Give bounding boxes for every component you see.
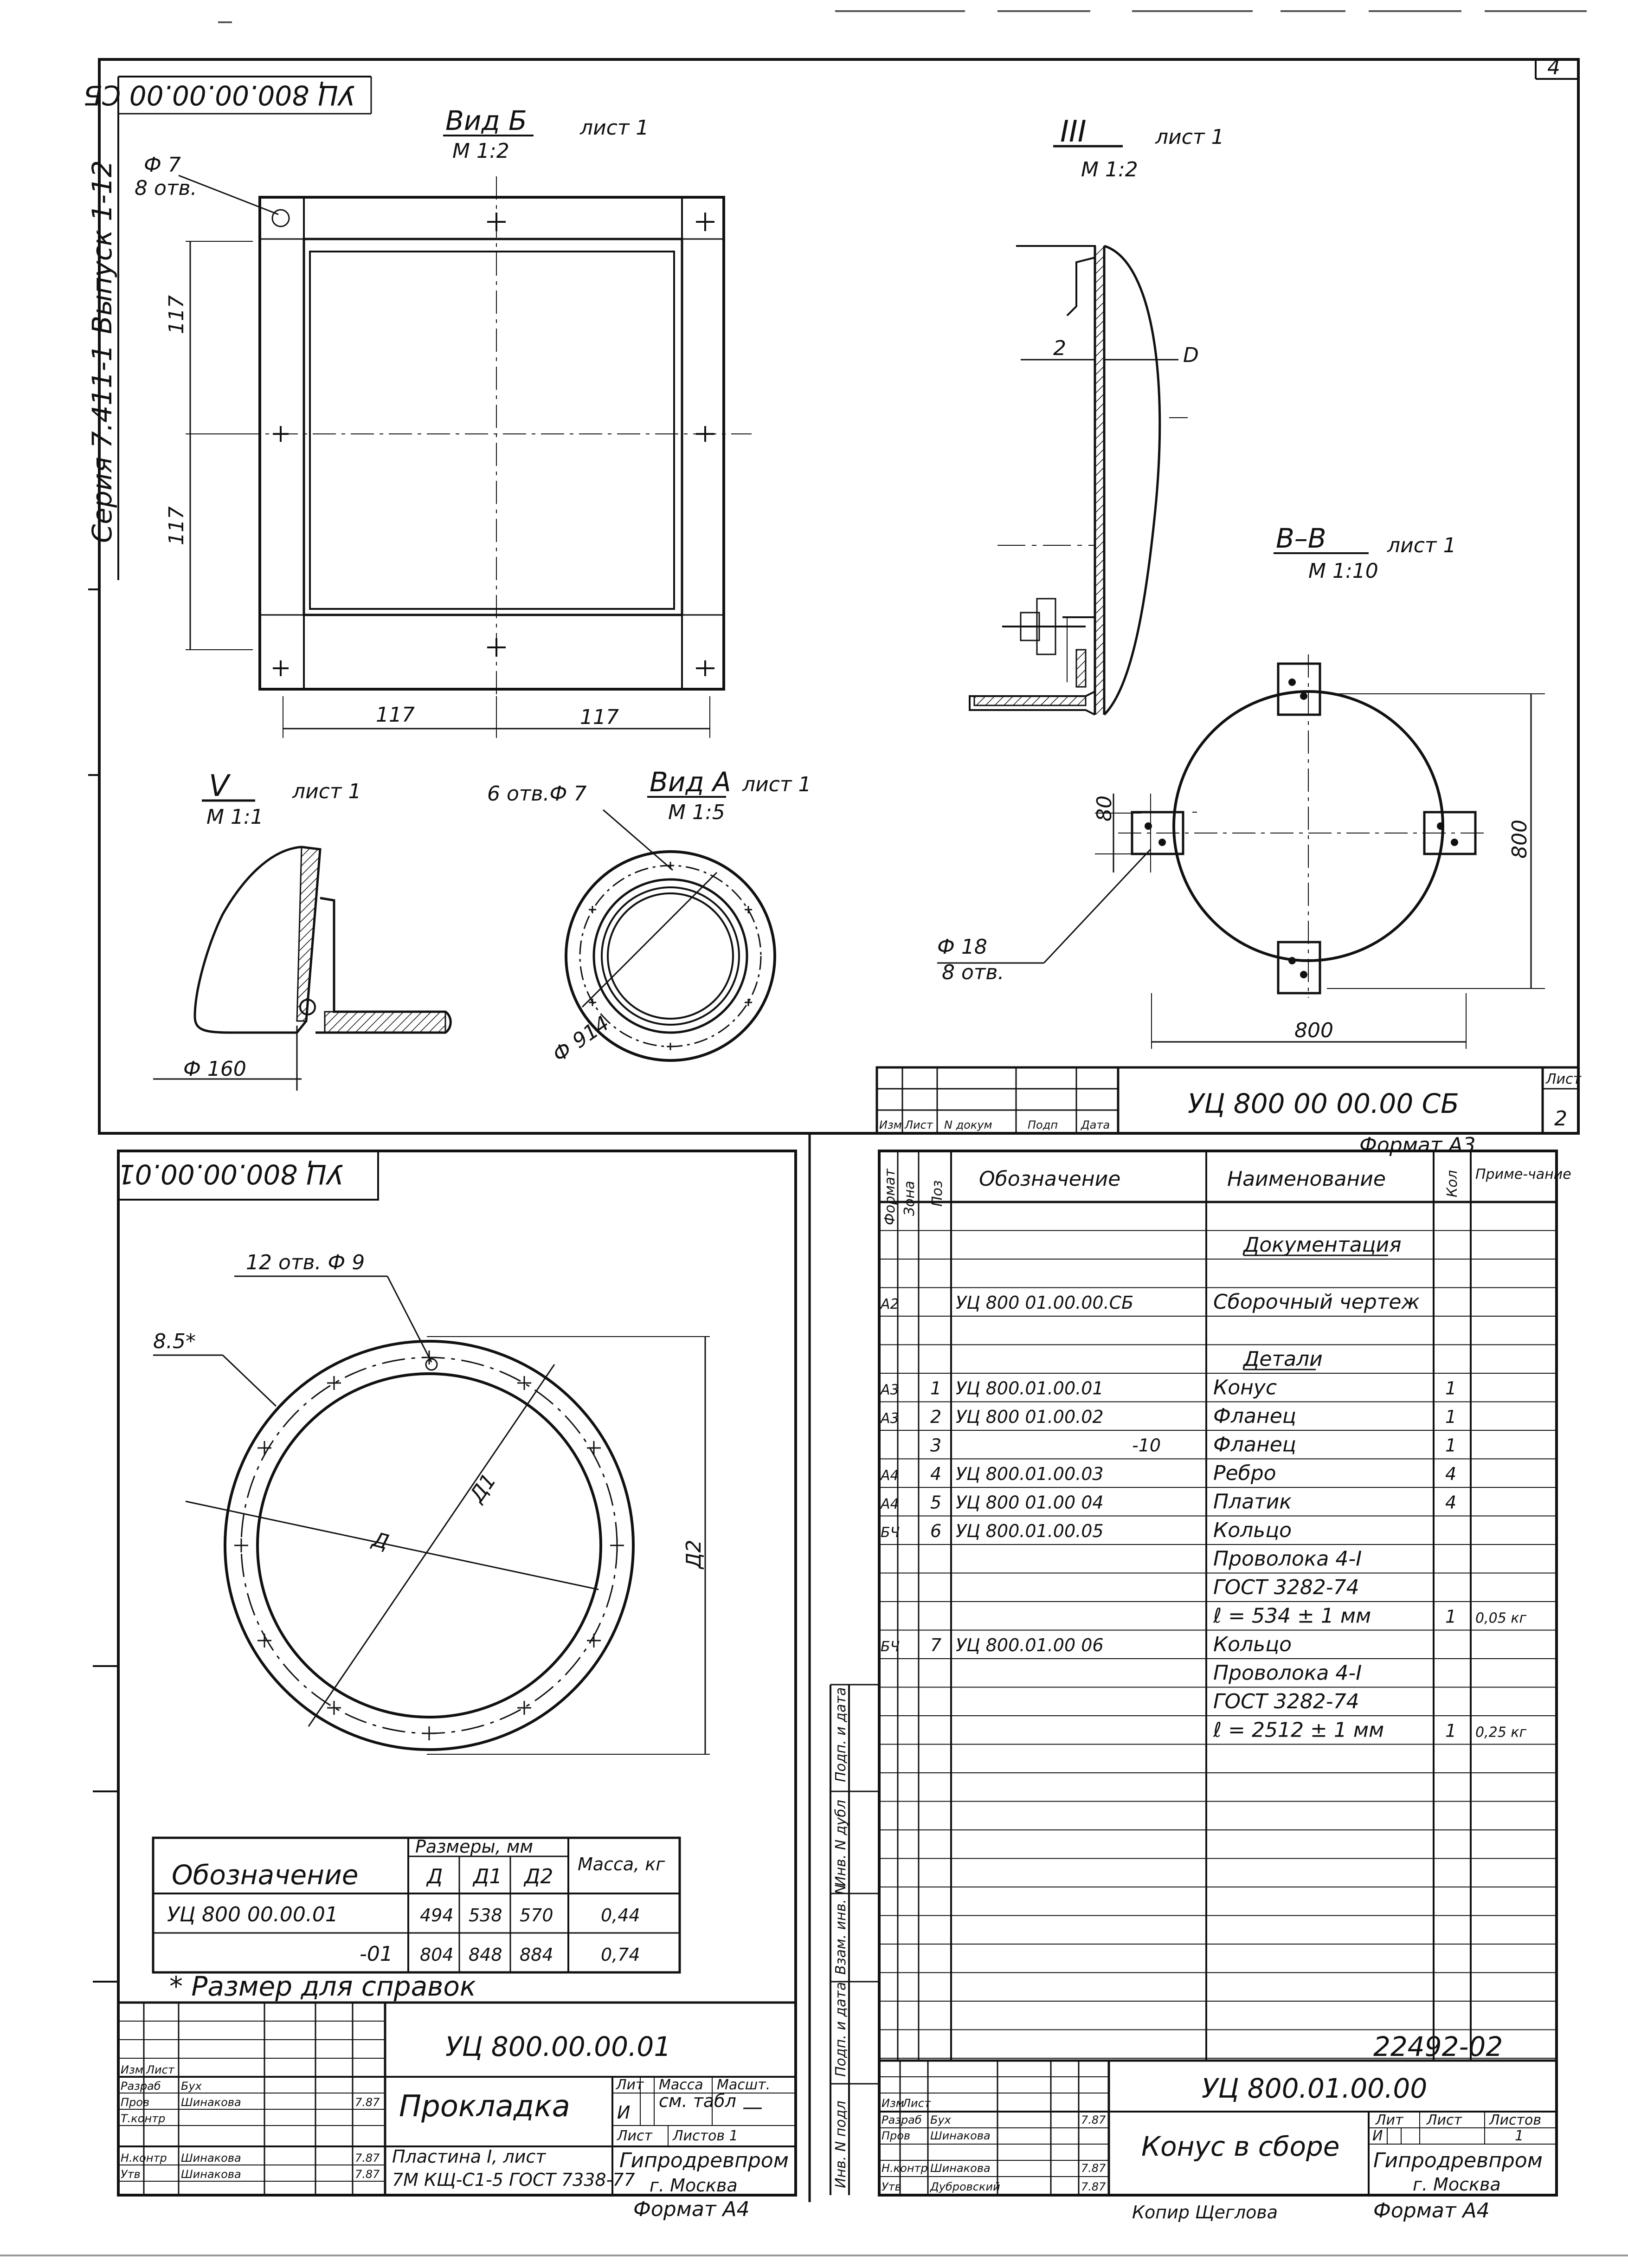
tb-left-person: Шинакова	[181, 2096, 241, 2109]
dim-d1-label: Д1	[465, 1469, 501, 1507]
size-table-row	[360, 1942, 640, 1966]
size-row-1-d1: 848	[469, 1945, 502, 1965]
view-b-flange	[179, 175, 752, 738]
mirrored-stamp-top: УЦ 800.00.00.00 СБ	[84, 79, 355, 111]
spec-cell-name: Детали	[1243, 1347, 1323, 1371]
spec-cell-qty: 1	[1445, 1606, 1457, 1627]
spec-cell-format: А4	[881, 1467, 899, 1484]
view-a-holes	[589, 862, 752, 1050]
holes-6-note: 6 отв.Ф 7	[487, 782, 587, 806]
archive-number: 22492-02	[1373, 2031, 1503, 2062]
size-table-d2-head: Д2	[524, 1865, 553, 1888]
dim-117-lower: 117	[165, 506, 188, 545]
spec-cell-qty: 1	[1445, 1720, 1457, 1741]
tb-left-mass: см. табл	[659, 2091, 736, 2111]
scan-edge-marks	[218, 11, 1587, 22]
tb-col-data: Дата	[1081, 1118, 1110, 1131]
spec-cell-pos: 1	[930, 1378, 942, 1399]
tb-left-role: Н.контр	[121, 2152, 167, 2165]
tb-col-ndoc: N докум	[944, 1118, 992, 1131]
spec-head-zone: Зона	[901, 1181, 918, 1216]
tb-left-person: Бух	[181, 2080, 202, 2093]
mirrored-stamp-left: УЦ 800.00.00.01	[117, 1158, 343, 1190]
tb-right-role: Разраб	[882, 2113, 922, 2126]
size-row-1-d: 804	[420, 1945, 454, 1965]
spec-cell-designation: УЦ 800 01.00.00.СБ	[956, 1292, 1134, 1313]
view-v-sheet: лист 1	[292, 780, 361, 803]
spec-cell-name: ℓ = 2512 ± 1 мм	[1213, 1718, 1384, 1742]
tb-right-lit: И	[1372, 2128, 1383, 2144]
copied-by: Копир Щеглова	[1132, 2202, 1278, 2223]
dim-800-vertical: 800	[1508, 820, 1531, 859]
spec-cell-name: ГОСТ 3282-74	[1213, 1690, 1359, 1713]
view-b-crosses	[273, 213, 714, 676]
spec-head-pos: Поз	[929, 1180, 946, 1207]
tb-right-person: Шинакова	[930, 2162, 991, 2175]
size-row-0-d: 494	[420, 1905, 454, 1926]
tb-right-lit-head: Лит	[1376, 2112, 1403, 2128]
view-iii-scale: М 1:2	[1081, 158, 1138, 181]
tb-left-role: Разраб	[121, 2080, 161, 2093]
spec-cell-designation: УЦ 800.01.00.03	[956, 1464, 1104, 1484]
top-sheet	[88, 59, 1578, 1133]
tb-left-role: Т.контр	[121, 2112, 166, 2125]
tb-left-org-2: г. Москва	[650, 2175, 738, 2196]
spec-cell-pos: 3	[930, 1435, 942, 1456]
tb-left-role: Утв	[121, 2168, 141, 2181]
tb-left-date: 7.87	[355, 2152, 380, 2165]
dim-800-horizontal: 800	[1294, 1019, 1333, 1042]
spec-cell-designation: УЦ 800 01.00.02	[956, 1407, 1104, 1427]
series-label: Серия 7.411-1	[86, 344, 118, 543]
section-bb-scale: М 1:10	[1308, 559, 1378, 583]
tb-left-person: Шинакова	[181, 2168, 241, 2181]
size-table-d1-head: Д1	[473, 1865, 502, 1888]
tb-left-material-1: Пластина I, лист	[392, 2146, 546, 2167]
tb-left-role: Пров	[121, 2096, 150, 2109]
format-a4-right: Формат А4	[1373, 2199, 1490, 2223]
spec-cell-format: А3	[881, 1382, 899, 1398]
side-label: Инв. N дубл	[833, 1800, 849, 1887]
spec-cell-format: А2	[881, 1296, 899, 1312]
section-bb-label: В–В	[1276, 523, 1326, 554]
side-label: Инв. N подл	[833, 2100, 849, 2188]
spec-cell-format: БЧ	[881, 1639, 900, 1655]
view-a-label: Вид А	[650, 766, 731, 798]
tb-col-izm: Изм	[879, 1118, 902, 1131]
view-iii-sheet: лист 1	[1155, 125, 1224, 149]
tb-right-date: 7.87	[1081, 2113, 1106, 2126]
dim-d: D	[1183, 343, 1199, 367]
spec-cell-name: Проволока 4-I	[1213, 1547, 1362, 1571]
tb-left-person: Шинакова	[181, 2152, 241, 2165]
gasket-holes	[234, 1350, 624, 1740]
side-label: Подп. и дата	[833, 1687, 849, 1782]
tb-right-role: Утв	[882, 2180, 901, 2193]
dim-914: Ф 914	[548, 1011, 614, 1067]
spec-cell-designation: -10	[1132, 1435, 1161, 1456]
tb-left-role: Изм	[121, 2063, 143, 2076]
spec-cell-pos: 5	[930, 1492, 942, 1513]
tb-right-person: Бух	[930, 2113, 951, 2126]
view-b-scale: М 1:2	[452, 139, 509, 163]
size-row-0-d2: 570	[520, 1905, 553, 1926]
tb-left-name: Прокладка	[399, 2089, 570, 2124]
tb-left-sheets-head: Листов 1	[673, 2128, 738, 2144]
spec-cell-note: 0,05 кг	[1475, 1610, 1527, 1627]
gasket-hole-marked	[426, 1359, 437, 1370]
spec-cell-format: А3	[881, 1410, 899, 1427]
view-v-label: V	[209, 769, 229, 803]
holes-12-note: 12 отв. Ф 9	[246, 1251, 365, 1274]
tb-left-scale: —	[742, 2095, 763, 2119]
spec-head-name: Наименование	[1227, 1167, 1386, 1191]
hole-count-note: 8 отв.	[135, 176, 197, 200]
size-row-0-designation: УЦ 800 00.00.01	[167, 1903, 338, 1926]
tb-right-role: Изм	[882, 2097, 904, 2110]
page-number: 4	[1547, 56, 1560, 79]
format-a3: Формат А3	[1359, 1133, 1476, 1157]
tb-left-mass-head: Масса	[659, 2077, 703, 2093]
tb-left-document: УЦ 800.00.00.01	[445, 2031, 671, 2062]
spec-cell-name: Фланец	[1213, 1433, 1296, 1457]
tb-right-org-2: г. Москва	[1413, 2174, 1501, 2195]
tb-left-lit-head: Лит	[616, 2077, 644, 2093]
tb-left-org-1: Гипродревпром	[619, 2149, 789, 2172]
section-bb-sheet: лист 1	[1387, 534, 1456, 557]
hole18-count: 8 отв.	[942, 961, 1004, 984]
spec-cell-qty: 1	[1445, 1378, 1457, 1399]
tb-top-sheet: 2	[1554, 1107, 1567, 1131]
dim-117-right: 117	[580, 705, 619, 729]
gasket-ring	[153, 1276, 710, 1754]
size-row-0-d1: 538	[469, 1905, 502, 1926]
issue-label: Выпуск 1-12	[86, 160, 118, 334]
dim-d2-label: Д2	[682, 1539, 706, 1569]
dim-8-5: 8.5*	[153, 1330, 196, 1353]
tb-left-sheet-head: Лист	[617, 2128, 653, 2144]
dim-160: Ф 160	[183, 1057, 246, 1081]
tb-right-sheets: 1	[1515, 2128, 1524, 2144]
spec-cell-name: Проволока 4-I	[1213, 1661, 1362, 1685]
spec-cell-name: Ребро	[1213, 1461, 1276, 1485]
view-v-scale: М 1:1	[206, 805, 264, 829]
tb-right-person: Шинакова	[930, 2129, 991, 2142]
tb-right-role: Пров	[882, 2129, 911, 2142]
section-bb-bolt-holes	[1145, 678, 1458, 978]
tb-left-scale-head: Масшт.	[717, 2077, 771, 2093]
spec-cell-name: ГОСТ 3282-74	[1213, 1576, 1359, 1599]
tb-right-role: Н.контр	[882, 2162, 928, 2175]
spec-head-format: Формат	[882, 1169, 898, 1225]
spec-cell-name: Кольцо	[1213, 1518, 1292, 1542]
spec-cell-designation: УЦ 800.01.00.05	[956, 1521, 1104, 1541]
spec-cell-name: Сборочный чертеж	[1213, 1290, 1420, 1314]
spec-cell-qty: 1	[1445, 1435, 1457, 1456]
spec-cell-format: БЧ	[881, 1525, 900, 1541]
spec-cell-pos: 7	[930, 1635, 942, 1655]
size-row-0-mass: 0,44	[601, 1905, 640, 1926]
spec-head-qty: Кол	[1444, 1170, 1461, 1197]
tb-right-date: 7.87	[1081, 2162, 1106, 2175]
spec-cell-designation: УЦ 800 01.00 04	[956, 1492, 1104, 1513]
spec-cell-qty: 4	[1445, 1492, 1457, 1513]
side-label: Взам. инв. N	[833, 1884, 849, 1975]
tb-top-document: УЦ 800 00 00.00 СБ	[1188, 1088, 1459, 1119]
tb-col-list: Лист	[905, 1118, 933, 1131]
tb-left-lit: И	[617, 2102, 631, 2123]
size-row-1-d2: 884	[520, 1945, 553, 1965]
spec-cell-name: Фланец	[1213, 1404, 1296, 1428]
size-table-mass-head: Масса, кг	[578, 1854, 665, 1874]
tb-right-date: 7.87	[1081, 2180, 1106, 2193]
size-table-d-head: Д	[427, 1865, 443, 1888]
spec-cell-pos: 2	[930, 1407, 942, 1427]
spec-cell-name: Кольцо	[1213, 1633, 1292, 1656]
dim-2: 2	[1053, 336, 1066, 360]
spec-cell-qty: 1	[1445, 1407, 1457, 1427]
tb-right-name: Конус в сборе	[1141, 2131, 1340, 2162]
dim-d-label: Д	[370, 1527, 392, 1555]
tb-right-person: Лист	[902, 2097, 931, 2110]
tb-left-person: Лист	[146, 2063, 174, 2076]
tb-top-sheet-label: Лист	[1546, 1071, 1582, 1087]
spec-cell-designation: УЦ 800.01.00 06	[956, 1635, 1104, 1655]
tb-left-date: 7.87	[355, 2096, 380, 2109]
tb-right-person: Дубровский	[930, 2180, 1000, 2193]
side-label: Подп. и дата	[833, 1982, 849, 2077]
hole-diameter-note: Ф 7	[144, 153, 181, 177]
view-b-label: Вид Б	[445, 105, 527, 136]
size-table-designation-head: Обозначение	[172, 1859, 359, 1891]
view-a-sheet: лист 1	[742, 773, 811, 796]
view-iii-section	[970, 246, 1192, 715]
hole18-diameter: Ф 18	[937, 935, 987, 959]
view-v-detail	[153, 847, 450, 1091]
tb-right-sheet-head: Лист	[1427, 2112, 1462, 2128]
size-row-1-designation: -01	[360, 1942, 393, 1966]
view-b-sheet: лист 1	[580, 116, 649, 140]
spec-cell-designation: УЦ 800.01.00.01	[956, 1378, 1104, 1399]
reference-footnote: * Размер для справок	[169, 1971, 476, 2002]
view-a-scale: М 1:5	[668, 801, 725, 824]
spec-cell-name: ℓ = 534 ± 1 мм	[1213, 1604, 1371, 1628]
dim-80: 80	[1093, 795, 1116, 821]
tb-right-document: УЦ 800.01.00.00	[1202, 2073, 1428, 2104]
spec-cell-name: Конус	[1213, 1376, 1277, 1400]
tb-right-sheets-head: Листов	[1489, 2112, 1542, 2128]
spec-head-note: Приме-чание	[1475, 1166, 1571, 1182]
size-row-1-mass: 0,74	[601, 1945, 640, 1965]
spec-cell-qty: 4	[1445, 1464, 1457, 1484]
tb-right-org-1: Гипродревпром	[1373, 2149, 1543, 2172]
dim-117-upper: 117	[165, 295, 188, 334]
section-bb-ring	[937, 654, 1545, 1049]
view-iii-label: III	[1060, 115, 1087, 149]
tb-left-material-2: 7М КЩ-С1-5 ГОСТ 7338-77	[392, 2170, 635, 2190]
spec-cell-name: Документация	[1243, 1233, 1402, 1257]
spec-cell-pos: 6	[930, 1521, 942, 1541]
dim-117-left: 117	[376, 703, 415, 727]
spec-cell-note: 0,25 кг	[1475, 1724, 1527, 1741]
spec-cell-format: А4	[881, 1496, 899, 1512]
format-a4-left: Формат А4	[633, 2197, 750, 2221]
tb-left-date: 7.87	[355, 2168, 380, 2181]
tb-left-people	[121, 2063, 380, 2181]
tb-col-podp: Подп	[1028, 1118, 1058, 1131]
spec-head-designation: Обозначение	[979, 1167, 1121, 1191]
size-table-sizes-head: Размеры, мм	[415, 1836, 534, 1857]
spec-cell-pos: 4	[930, 1464, 942, 1484]
spec-cell-name: Платик	[1213, 1490, 1292, 1514]
